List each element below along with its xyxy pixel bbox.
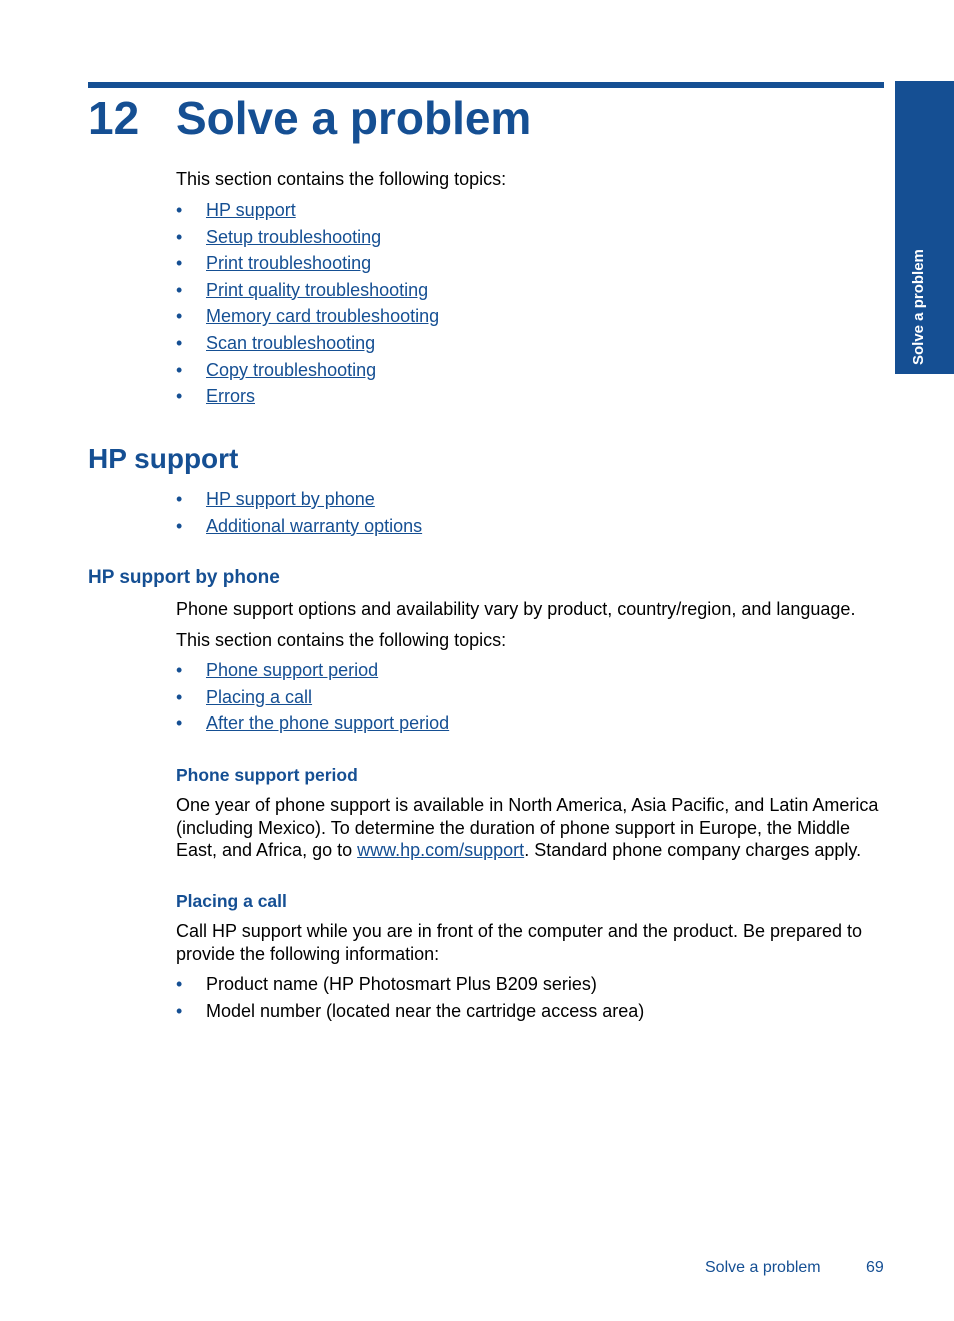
intro-text: This section contains the following topics: [176, 169, 507, 189]
list-item: • Product name (HP Photosmart Plus B209 series) [176, 974, 597, 994]
link-placing-a-call[interactable]: Placing a call [206, 686, 313, 707]
link-print-troubleshooting[interactable]: Print troubleshooting [206, 253, 372, 274]
link-print-quality-troubleshooting[interactable]: Print quality troubleshooting [206, 279, 429, 300]
list-item: • HP support by phone [176, 489, 375, 509]
list-item: • Phone support period [176, 660, 379, 680]
link-hp-support-url[interactable]: www.hp.com/support [357, 840, 525, 860]
phone-support-paragraph: Phone support options and availability vary by product, country/region, and language. [176, 599, 856, 619]
list-item: • Copy troubleshooting [176, 359, 377, 380]
chapter-number: 12 [88, 92, 140, 144]
list-item: • Model number (located near the cartridge access area) [176, 1000, 645, 1021]
footer-section-label: Solve a problem [705, 1259, 821, 1276]
link-after-phone-support-period[interactable]: After the phone support period [206, 713, 450, 734]
hp-support-topic-list [176, 488, 422, 541]
link-phone-support-period[interactable]: Phone support period [206, 660, 379, 680]
chapter-top-rule [88, 82, 884, 88]
list-item: • Placing a call [176, 686, 313, 707]
link-setup-troubleshooting[interactable]: Setup troubleshooting [206, 226, 382, 247]
placing-a-call-paragraph: Call HP support while you are in front of the computer and the product. Be prepared to provide the following information: [176, 921, 863, 964]
chapter-topic-list [176, 199, 439, 412]
link-additional-warranty-options[interactable]: Additional warranty options [206, 515, 423, 536]
heading-phone-support-period: Phone support period [176, 765, 358, 785]
list-item: • Errors [176, 386, 255, 407]
side-tab-label: Solve a problem [910, 249, 927, 365]
period-text-after: . Standard phone company charges apply. [524, 840, 862, 860]
info-item-product-name: Product name (HP Photosmart Plus B209 series) [206, 974, 597, 994]
link-copy-troubleshooting[interactable]: Copy troubleshooting [206, 359, 377, 380]
footer-page-number: 69 [866, 1259, 884, 1276]
info-item-model-number: Model number (located near the cartridge access area) [206, 1000, 645, 1021]
list-item: • After the phone support period [176, 713, 450, 734]
list-item: • Scan troubleshooting [176, 332, 376, 353]
list-item: • Setup troubleshooting [176, 226, 382, 247]
section-heading-hp-support: HP support [88, 443, 239, 474]
heading-placing-a-call: Placing a call [176, 891, 287, 911]
subsection-heading-support-by-phone: HP support by phone [88, 567, 280, 588]
phone-support-period-paragraph [176, 794, 888, 862]
list-item: • Additional warranty options [176, 515, 423, 536]
list-item: • Memory card troubleshooting [176, 306, 440, 327]
required-info-list [176, 973, 644, 1026]
phone-topics-text: This section contains the following topics: [176, 630, 507, 650]
period-text-before: One year of phone support is available in North America, Asia Pacific, and Latin America (including Mexico). To determine the duration of phone support in Europe, the Middle East, and Africa, go to [176, 795, 879, 860]
list-item: • HP support [176, 200, 296, 220]
link-errors[interactable]: Errors [206, 386, 255, 407]
list-item: • Print quality troubleshooting [176, 279, 429, 300]
phone-topic-list [176, 659, 449, 739]
link-hp-support[interactable]: HP support [206, 200, 296, 220]
chapter-title [88, 92, 531, 144]
link-scan-troubleshooting[interactable]: Scan troubleshooting [206, 332, 376, 353]
list-item: • Print troubleshooting [176, 253, 372, 274]
link-hp-support-by-phone[interactable]: HP support by phone [206, 489, 375, 509]
chapter-title-text: Solve a problem [176, 92, 532, 144]
link-memory-card-troubleshooting[interactable]: Memory card troubleshooting [206, 306, 440, 327]
